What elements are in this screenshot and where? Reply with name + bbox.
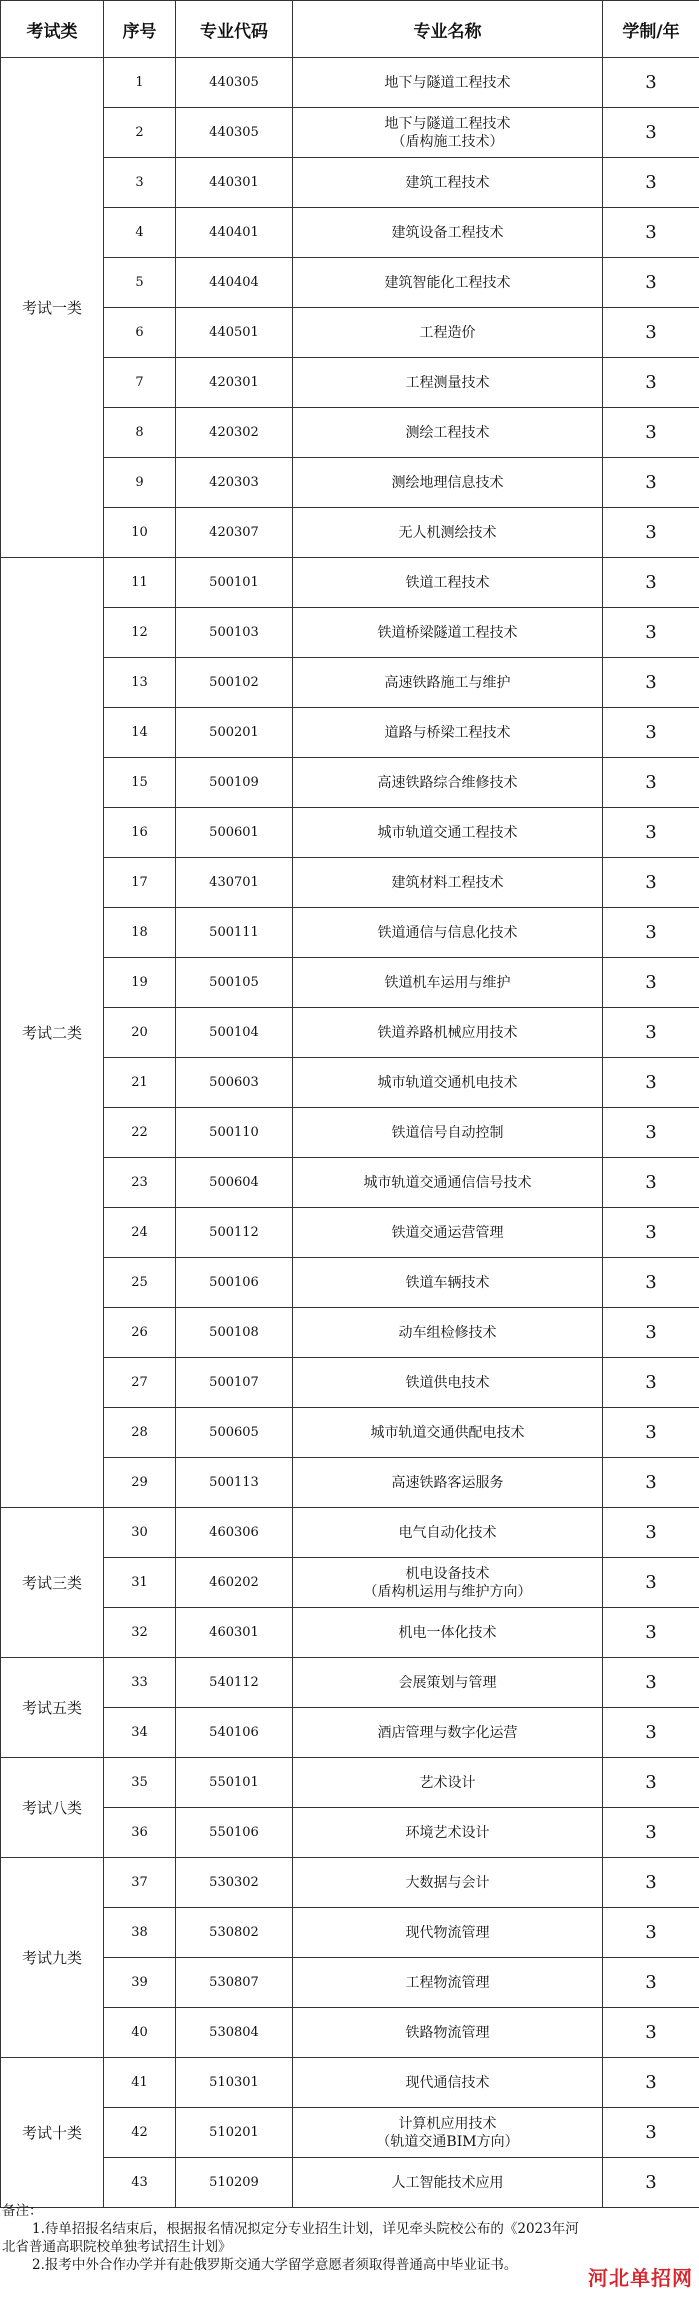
table-row	[1, 1108, 699, 1158]
major-name-line: 地下与隧道工程技术	[384, 74, 511, 91]
duration-cell: 3	[603, 2108, 699, 2158]
major-name-cell	[293, 958, 603, 1008]
number-cell: 8	[104, 408, 176, 458]
major-name-line: 会展策划与管理	[398, 1674, 497, 1691]
duration-cell: 3	[603, 1108, 699, 1158]
major-name-cell	[293, 658, 603, 708]
duration-cell: 3	[603, 58, 699, 108]
major-name-line: 无人机测绘技术	[398, 524, 497, 541]
major-name-line: 铁道桥梁隧道工程技术	[377, 624, 518, 641]
major-name-cell	[293, 408, 603, 458]
major-name-line: 现代通信技术	[405, 2074, 490, 2091]
number-cell: 27	[104, 1358, 176, 1408]
table-row	[1, 458, 699, 508]
major-name-line: 道路与桥梁工程技术	[384, 724, 511, 741]
major-name-cell	[293, 1108, 603, 1158]
table-row	[1, 1208, 699, 1258]
major-name-line: 高速铁路客运服务	[391, 1474, 504, 1491]
major-name-cell	[293, 808, 603, 858]
duration-cell: 3	[603, 1358, 699, 1408]
table-row	[1, 608, 699, 658]
duration-cell: 3	[603, 808, 699, 858]
number-cell: 19	[104, 958, 176, 1008]
table-body	[1, 58, 699, 2208]
duration-cell: 3	[603, 1958, 699, 2008]
major-name-line: 城市轨道交通供配电技术	[370, 1424, 525, 1441]
number-cell: 3	[104, 158, 176, 208]
major-name-line: 酒店管理与数字化运营	[377, 1724, 518, 1741]
major-name-line: 计算机应用技术	[398, 2115, 497, 2132]
code-cell: 420302	[176, 408, 293, 458]
major-name-line: （盾构施工技术）	[391, 133, 504, 150]
major-name-cell	[293, 1458, 603, 1508]
header-duration: 学制/年	[603, 1, 699, 58]
number-cell: 37	[104, 1858, 176, 1908]
major-name-cell	[293, 458, 603, 508]
table-row	[1, 558, 699, 608]
major-name-cell	[293, 1708, 603, 1758]
major-name-line: 铁道供电技术	[405, 1374, 490, 1391]
table-row	[1, 2058, 699, 2108]
major-name-cell	[293, 1958, 603, 2008]
number-cell: 13	[104, 658, 176, 708]
duration-cell: 3	[603, 1858, 699, 1908]
number-cell: 7	[104, 358, 176, 408]
number-cell: 36	[104, 1808, 176, 1858]
category-cell: 考试十类	[1, 2058, 104, 2208]
code-cell: 440305	[176, 58, 293, 108]
major-name-cell	[293, 1408, 603, 1458]
code-cell: 500601	[176, 808, 293, 858]
major-name-cell	[293, 558, 603, 608]
duration-cell: 3	[603, 608, 699, 658]
number-cell: 11	[104, 558, 176, 608]
number-cell: 26	[104, 1308, 176, 1358]
major-name-cell	[293, 1358, 603, 1408]
major-name-line: 城市轨道交通机电技术	[377, 1074, 518, 1091]
table-row	[1, 308, 699, 358]
major-name-cell	[293, 2058, 603, 2108]
major-name-line: 高速铁路施工与维护	[384, 674, 511, 691]
major-name-cell	[293, 1058, 603, 1108]
category-cell: 考试二类	[1, 558, 104, 1508]
code-cell: 550101	[176, 1758, 293, 1808]
number-cell: 28	[104, 1408, 176, 1458]
code-cell: 500104	[176, 1008, 293, 1058]
number-cell: 2	[104, 108, 176, 158]
table-row	[1, 2008, 699, 2058]
table-row	[1, 1358, 699, 1408]
duration-cell: 3	[603, 858, 699, 908]
duration-cell: 3	[603, 458, 699, 508]
duration-cell: 3	[603, 708, 699, 758]
number-cell: 16	[104, 808, 176, 858]
code-cell: 500105	[176, 958, 293, 1008]
major-name-line: 地下与隧道工程技术	[384, 115, 511, 132]
code-cell: 510301	[176, 2058, 293, 2108]
category-cell: 考试九类	[1, 1858, 104, 2058]
major-name-line: 测绘地理信息技术	[391, 474, 504, 491]
duration-cell: 3	[603, 2058, 699, 2108]
major-name-line: 高速铁路综合维修技术	[377, 774, 518, 791]
header-number: 序号	[104, 1, 176, 58]
table-row	[1, 1058, 699, 1108]
code-cell: 500101	[176, 558, 293, 608]
code-cell: 500103	[176, 608, 293, 658]
table-row	[1, 658, 699, 708]
table-row	[1, 1708, 699, 1758]
code-cell: 550106	[176, 1808, 293, 1858]
code-cell: 540106	[176, 1708, 293, 1758]
number-cell: 34	[104, 1708, 176, 1758]
number-cell: 39	[104, 1958, 176, 2008]
duration-cell: 3	[603, 958, 699, 1008]
code-cell: 510201	[176, 2108, 293, 2158]
code-cell: 500111	[176, 908, 293, 958]
duration-cell: 3	[603, 1908, 699, 1958]
code-cell: 430701	[176, 858, 293, 908]
number-cell: 18	[104, 908, 176, 958]
major-name-cell	[293, 1608, 603, 1658]
duration-cell: 3	[603, 308, 699, 358]
major-name-line: 工程测量技术	[405, 374, 490, 391]
duration-cell: 3	[603, 158, 699, 208]
code-cell: 540112	[176, 1658, 293, 1708]
major-name-cell	[293, 2108, 603, 2158]
number-cell: 42	[104, 2108, 176, 2158]
duration-cell: 3	[603, 1008, 699, 1058]
major-name-line: 铁道机车运用与维护	[384, 974, 511, 991]
table-row	[1, 1408, 699, 1458]
duration-cell: 3	[603, 108, 699, 158]
category-cell: 考试五类	[1, 1658, 104, 1758]
code-cell: 460301	[176, 1608, 293, 1658]
major-name-cell	[293, 1858, 603, 1908]
major-name-line: 电气自动化技术	[398, 1524, 497, 1541]
number-cell: 40	[104, 2008, 176, 2058]
major-name-line: 建筑设备工程技术	[391, 224, 504, 241]
major-name-line: （盾构机运用与维护方向）	[363, 1583, 532, 1600]
major-name-line: 铁道养路机械应用技术	[377, 1024, 518, 1041]
code-cell: 440305	[176, 108, 293, 158]
major-name-line: 铁路物流管理	[405, 2024, 490, 2041]
table-row	[1, 1658, 699, 1708]
number-cell: 41	[104, 2058, 176, 2108]
major-name-cell	[293, 1208, 603, 1258]
major-name-cell	[293, 358, 603, 408]
major-name-cell	[293, 1658, 603, 1708]
number-cell: 6	[104, 308, 176, 358]
duration-cell: 3	[603, 1758, 699, 1808]
major-name-line: 铁道车辆技术	[405, 1274, 490, 1291]
table-row	[1, 508, 699, 558]
major-name-cell	[293, 1008, 603, 1058]
table-row	[1, 1558, 699, 1608]
code-cell: 460306	[176, 1508, 293, 1558]
category-cell: 考试三类	[1, 1508, 104, 1658]
note-item-1-line-2: 北省普通高职院校单独考试招生计划》	[2, 2239, 232, 2255]
duration-cell: 3	[603, 1558, 699, 1608]
table-row	[1, 1258, 699, 1308]
code-cell: 440301	[176, 158, 293, 208]
duration-cell: 3	[603, 908, 699, 958]
code-cell: 500109	[176, 758, 293, 808]
code-cell: 500107	[176, 1358, 293, 1408]
header-code: 专业代码	[176, 1, 293, 58]
table-row	[1, 358, 699, 408]
major-name-cell	[293, 708, 603, 758]
major-name-line: 现代物流管理	[405, 1924, 490, 1941]
duration-cell: 3	[603, 508, 699, 558]
number-cell: 21	[104, 1058, 176, 1108]
table-row	[1, 1758, 699, 1808]
duration-cell: 3	[603, 1808, 699, 1858]
table-row	[1, 258, 699, 308]
code-cell: 500604	[176, 1158, 293, 1208]
number-cell: 17	[104, 858, 176, 908]
table-row	[1, 2158, 699, 2208]
watermark-logo: 河北单招网	[588, 2266, 693, 2290]
table-row	[1, 1608, 699, 1658]
table-row	[1, 708, 699, 758]
major-name-line: 工程造价	[419, 324, 476, 341]
duration-cell: 3	[603, 1708, 699, 1758]
category-cell: 考试八类	[1, 1758, 104, 1858]
major-name-cell	[293, 108, 603, 158]
code-cell: 500102	[176, 658, 293, 708]
number-cell: 31	[104, 1558, 176, 1608]
header-category: 考试类	[1, 1, 104, 58]
major-name-cell	[293, 1258, 603, 1308]
number-cell: 29	[104, 1458, 176, 1508]
duration-cell: 3	[603, 1258, 699, 1308]
table-row	[1, 158, 699, 208]
table-row	[1, 908, 699, 958]
table-row	[1, 408, 699, 458]
major-name-cell	[293, 1308, 603, 1358]
code-cell: 500106	[176, 1258, 293, 1308]
major-name-cell	[293, 908, 603, 958]
code-cell: 420301	[176, 358, 293, 408]
code-cell: 440501	[176, 308, 293, 358]
table-row	[1, 1908, 699, 1958]
duration-cell: 3	[603, 1408, 699, 1458]
code-cell: 420307	[176, 508, 293, 558]
table-row	[1, 1508, 699, 1558]
major-name-line: 建筑工程技术	[405, 174, 490, 191]
major-name-cell	[293, 158, 603, 208]
number-cell: 35	[104, 1758, 176, 1808]
major-name-line: 铁道交通运营管理	[391, 1224, 504, 1241]
major-name-cell	[293, 2008, 603, 2058]
major-name-line: （轨道交通BIM方向）	[376, 2133, 519, 2150]
major-name-cell	[293, 758, 603, 808]
major-name-line: 建筑智能化工程技术	[384, 274, 511, 291]
code-cell: 500201	[176, 708, 293, 758]
major-name-line: 城市轨道交通工程技术	[377, 824, 518, 841]
number-cell: 15	[104, 758, 176, 808]
major-name-line: 铁道工程技术	[405, 574, 490, 591]
major-name-line: 机电一体化技术	[398, 1624, 497, 1641]
major-name-cell	[293, 308, 603, 358]
major-name-cell	[293, 2158, 603, 2208]
table-row	[1, 1008, 699, 1058]
major-name-cell	[293, 58, 603, 108]
category-cell: 考试一类	[1, 58, 104, 558]
duration-cell: 3	[603, 1658, 699, 1708]
table-row	[1, 958, 699, 1008]
notes-title: 备注：	[2, 2203, 43, 2219]
duration-cell: 3	[603, 1608, 699, 1658]
code-cell: 500112	[176, 1208, 293, 1258]
code-cell: 530804	[176, 2008, 293, 2058]
major-name-line: 人工智能技术应用	[391, 2174, 504, 2191]
duration-cell: 3	[603, 1208, 699, 1258]
number-cell: 38	[104, 1908, 176, 1958]
note-item-1-line-1: 1.待单招报名结束后，根据报名情况拟定分专业招生计划，详见牵头院校公布的《2023年河	[32, 2221, 579, 2237]
duration-cell: 3	[603, 658, 699, 708]
note-item-2: 2.报考中外合作办学并有赴俄罗斯交通大学留学意愿者须取得普通高中毕业证书。	[32, 2257, 518, 2273]
code-cell: 500113	[176, 1458, 293, 1508]
duration-cell: 3	[603, 2158, 699, 2208]
table-row	[1, 108, 699, 158]
table-row	[1, 758, 699, 808]
code-cell: 500605	[176, 1408, 293, 1458]
major-name-cell	[293, 1508, 603, 1558]
code-cell: 440401	[176, 208, 293, 258]
number-cell: 33	[104, 1658, 176, 1708]
major-name-line: 大数据与会计	[405, 1874, 490, 1891]
number-cell: 14	[104, 708, 176, 758]
duration-cell: 3	[603, 408, 699, 458]
major-name-cell	[293, 858, 603, 908]
code-cell: 530807	[176, 1958, 293, 2008]
duration-cell: 3	[603, 1158, 699, 1208]
table-row	[1, 858, 699, 908]
table-row	[1, 1458, 699, 1508]
code-cell: 530802	[176, 1908, 293, 1958]
code-cell: 420303	[176, 458, 293, 508]
major-name-line: 铁道信号自动控制	[391, 1124, 504, 1141]
number-cell: 32	[104, 1608, 176, 1658]
code-cell: 510209	[176, 2158, 293, 2208]
major-name-line: 铁道通信与信息化技术	[377, 924, 518, 941]
number-cell: 10	[104, 508, 176, 558]
table-row	[1, 1958, 699, 2008]
code-cell: 500110	[176, 1108, 293, 1158]
code-cell: 500603	[176, 1058, 293, 1108]
duration-cell: 3	[603, 1508, 699, 1558]
major-name-line: 城市轨道交通通信信号技术	[363, 1174, 532, 1191]
duration-cell: 3	[603, 2008, 699, 2058]
number-cell: 1	[104, 58, 176, 108]
major-name-line: 建筑材料工程技术	[391, 874, 504, 891]
table-row	[1, 808, 699, 858]
duration-cell: 3	[603, 1458, 699, 1508]
number-cell: 23	[104, 1158, 176, 1208]
major-name-cell	[293, 1758, 603, 1808]
major-name-line: 艺术设计	[419, 1774, 476, 1791]
number-cell: 43	[104, 2158, 176, 2208]
major-name-line: 环境艺术设计	[405, 1824, 490, 1841]
duration-cell: 3	[603, 358, 699, 408]
major-name-cell	[293, 1558, 603, 1608]
number-cell: 5	[104, 258, 176, 308]
number-cell: 20	[104, 1008, 176, 1058]
major-name-cell	[293, 1908, 603, 1958]
table-row	[1, 1858, 699, 1908]
major-name-cell	[293, 508, 603, 558]
header-major-name: 专业名称	[293, 1, 603, 58]
major-name-line: 机电设备技术	[405, 1565, 490, 1582]
number-cell: 4	[104, 208, 176, 258]
major-name-line: 测绘工程技术	[405, 424, 490, 441]
major-name-cell	[293, 608, 603, 658]
number-cell: 22	[104, 1108, 176, 1158]
table-row	[1, 208, 699, 258]
major-name-cell	[293, 1808, 603, 1858]
duration-cell: 3	[603, 258, 699, 308]
number-cell: 30	[104, 1508, 176, 1558]
number-cell: 9	[104, 458, 176, 508]
major-name-line: 工程物流管理	[405, 1974, 490, 1991]
number-cell: 12	[104, 608, 176, 658]
major-name-cell	[293, 208, 603, 258]
major-name-line: 动车组检修技术	[398, 1324, 497, 1341]
code-cell: 460202	[176, 1558, 293, 1608]
code-cell: 500108	[176, 1308, 293, 1358]
number-cell: 24	[104, 1208, 176, 1258]
duration-cell: 3	[603, 1308, 699, 1358]
major-name-cell	[293, 1158, 603, 1208]
duration-cell: 3	[603, 758, 699, 808]
number-cell: 25	[104, 1258, 176, 1308]
table-row	[1, 58, 699, 108]
table-row	[1, 1158, 699, 1208]
major-name-cell	[293, 258, 603, 308]
table-header-row	[1, 1, 699, 58]
duration-cell: 3	[603, 1058, 699, 1108]
table-row	[1, 1308, 699, 1358]
code-cell: 530302	[176, 1858, 293, 1908]
table-row	[1, 1808, 699, 1858]
duration-cell: 3	[603, 208, 699, 258]
code-cell: 440404	[176, 258, 293, 308]
table-row	[1, 2108, 699, 2158]
duration-cell: 3	[603, 558, 699, 608]
